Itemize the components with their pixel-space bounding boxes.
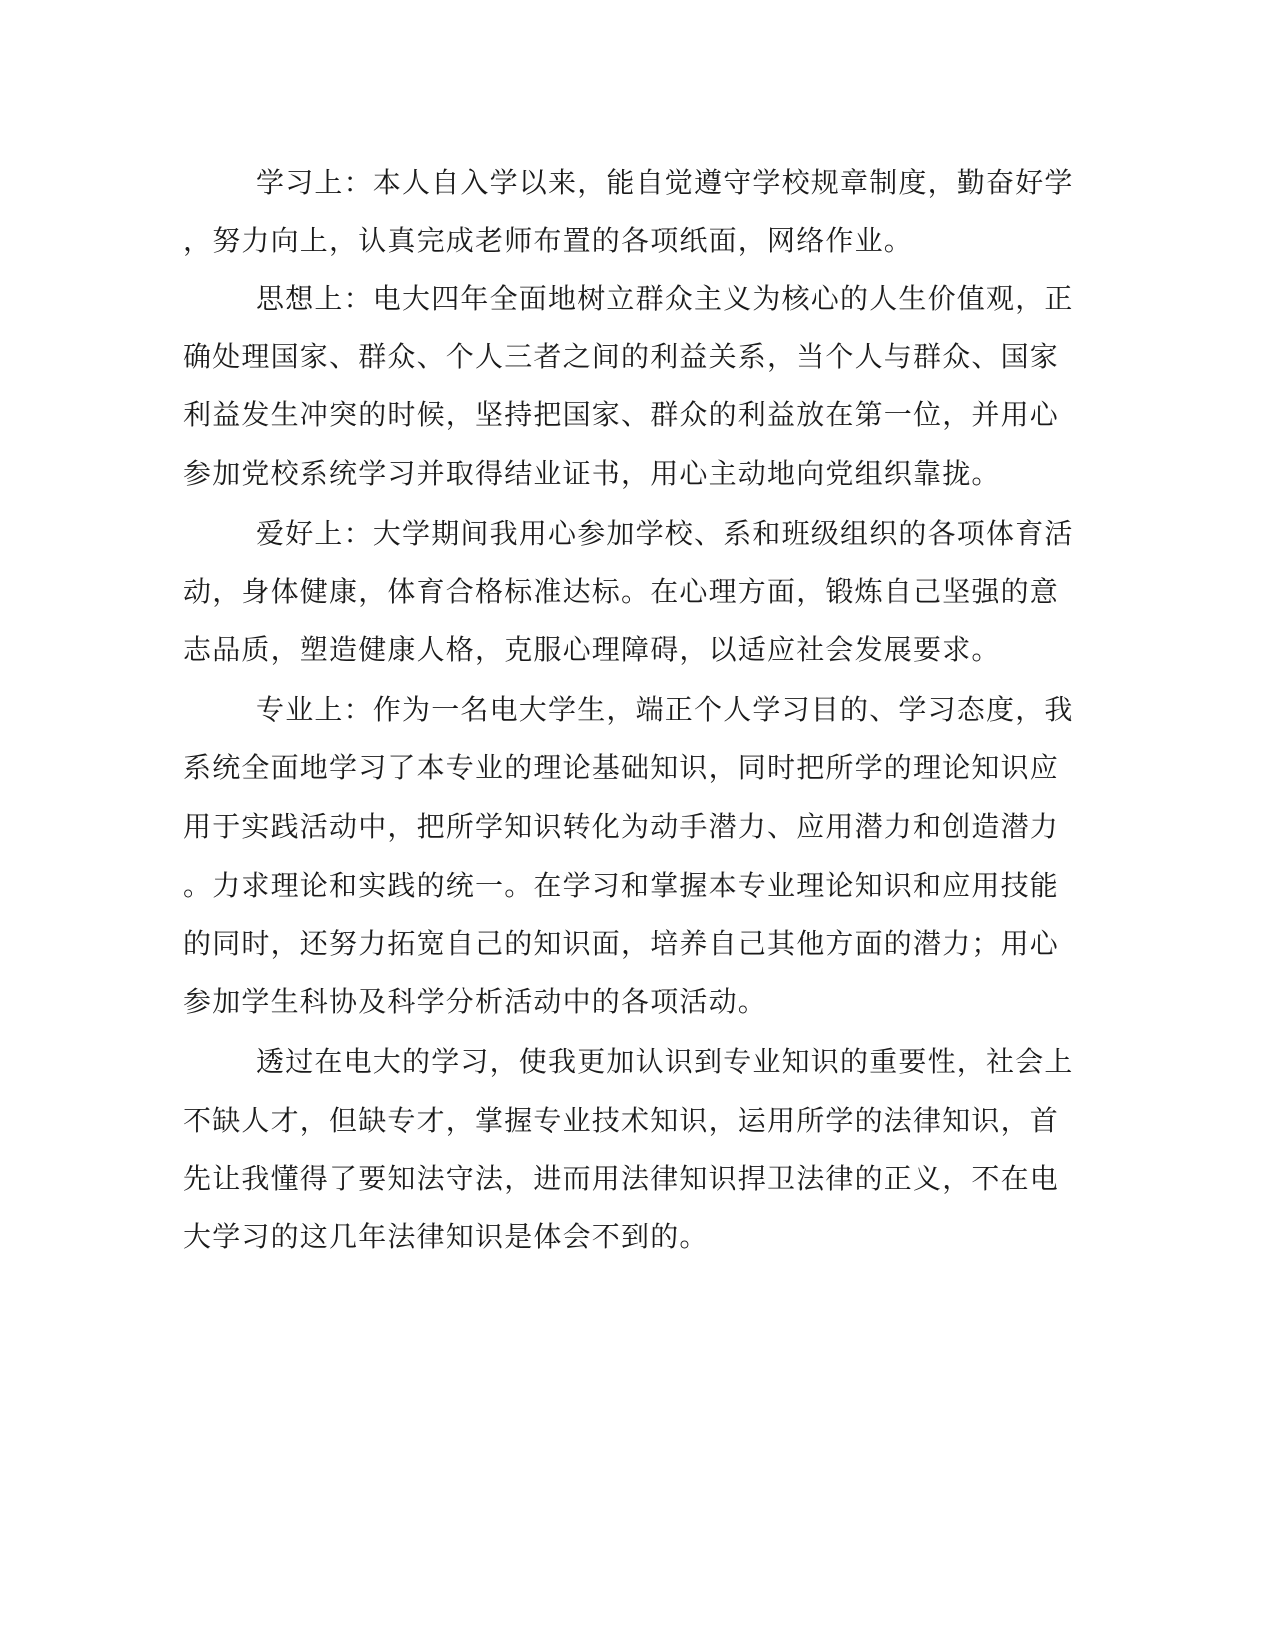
paragraph-thought-line-1: 思想上：电大四年全面地树立群众主义为核心的人生价值观，正 bbox=[256, 282, 1074, 315]
paragraph-major-line-5: 的同时，还努力拓宽自己的知识面，培养自己其他方面的潜力；用心 bbox=[183, 927, 1060, 960]
paragraph-major-line-2: 系统全面地学习了本专业的理论基础知识，同时把所学的理论知识应 bbox=[183, 751, 1060, 784]
paragraph-thought-line-3: 利益发生冲突的时候，坚持把国家、群众的利益放在第一位，并用心 bbox=[183, 398, 1060, 431]
paragraph-summary-line-4: 大学习的这几年法律知识是体会不到的。 bbox=[183, 1220, 709, 1253]
paragraph-hobby-line-2: 动，身体健康，体育合格标准达标。在心理方面，锻炼自己坚强的意 bbox=[183, 575, 1060, 608]
paragraph-summary-line-1: 透过在电大的学习，使我更加认识到专业知识的重要性，社会上 bbox=[256, 1045, 1074, 1078]
paragraph-study-line-2: ，努力向上，认真完成老师布置的各项纸面，网络作业。 bbox=[183, 224, 914, 257]
paragraph-major-line-3: 用于实践活动中，把所学知识转化为动手潜力、应用潜力和创造潜力 bbox=[183, 810, 1060, 843]
paragraph-hobby-line-3: 志品质，塑造健康人格，克服心理障碍，以适应社会发展要求。 bbox=[183, 633, 1001, 666]
paragraph-thought-line-2: 确处理国家、群众、个人三者之间的利益关系，当个人与群众、国家 bbox=[183, 340, 1060, 373]
paragraph-summary-line-3: 先让我懂得了要知法守法，进而用法律知识捍卫法律的正义，不在电 bbox=[183, 1162, 1060, 1195]
paragraph-thought-line-4: 参加党校系统学习并取得结业证书，用心主动地向党组织靠拢。 bbox=[183, 457, 1001, 490]
paragraph-study-line-1: 学习上：本人自入学以来，能自觉遵守学校规章制度，勤奋好学 bbox=[256, 166, 1074, 199]
paragraph-major-line-6: 参加学生科协及科学分析活动中的各项活动。 bbox=[183, 985, 768, 1018]
paragraph-hobby-line-1: 爱好上：大学期间我用心参加学校、系和班级组织的各项体育活 bbox=[256, 517, 1074, 550]
paragraph-major-line-4: 。力求理论和实践的统一。在学习和掌握本专业理论知识和应用技能 bbox=[183, 869, 1060, 902]
paragraph-major-line-1: 专业上：作为一名电大学生，端正个人学习目的、学习态度，我 bbox=[256, 693, 1074, 726]
paragraph-summary-line-2: 不缺人才，但缺专才，掌握专业技术知识，运用所学的法律知识，首 bbox=[183, 1104, 1060, 1137]
